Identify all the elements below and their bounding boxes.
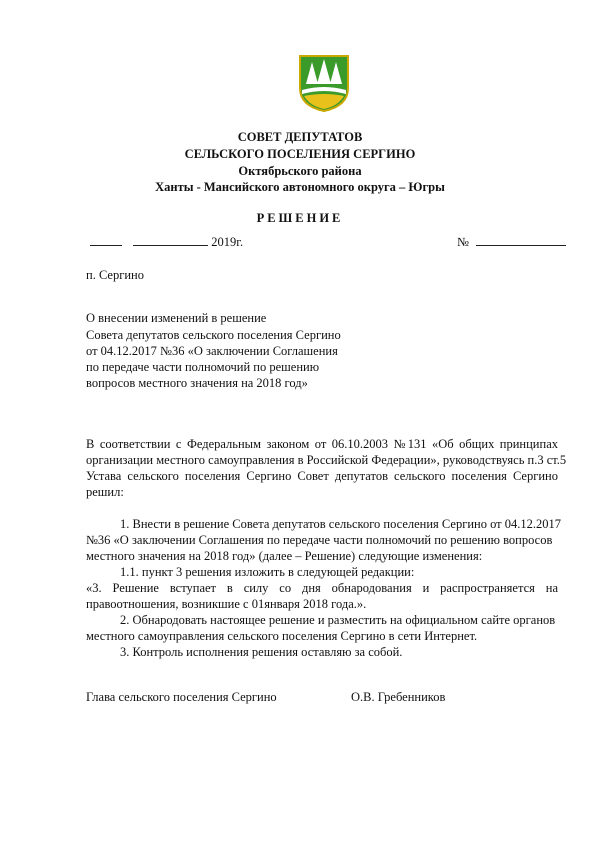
region-name: Ханты - Мансийского автономного округа – Югры — [155, 180, 445, 194]
preamble-line: решил: — [86, 485, 124, 499]
body-line: 3. Контроль исполнения решения оставляю за собой. — [120, 645, 403, 659]
place: п. Сергино — [86, 268, 144, 282]
body-line: «3. Решение вступает в силу со дня обнародования и распространяется на — [86, 581, 558, 595]
preamble-line: организации местного самоуправления в Российской Федерации», руководствуясь п.3 ст.5 — [86, 453, 567, 467]
preamble-line: В соответствии с Федеральным законом от 06.10.2003 №131 «Об общих принципах — [86, 437, 558, 451]
subject-line: от 04.12.2017 №36 «О заключении Соглашения — [86, 344, 338, 358]
date-line — [90, 234, 243, 250]
council-name: СОВЕТ ДЕПУТАТОВ — [237, 130, 363, 144]
signature-name: О.В. Гребенников — [351, 690, 446, 704]
number-line — [457, 234, 566, 250]
settlement-name: СЕЛЬСКОГО ПОСЕЛЕНИЯ СЕРГИНО — [184, 147, 416, 161]
date-year: 2019г. — [211, 235, 244, 249]
body-line: 2. Обнародовать настоящее решение и разместить на официальном сайте органов — [120, 613, 556, 627]
preamble-line: Устава сельского поселения Сергино Совет депутатов сельского поселения Сергино — [86, 469, 558, 483]
subject-line: по передаче части полномочий по решению — [86, 360, 320, 374]
number-label: № — [457, 235, 469, 249]
signature-position: Глава сельского поселения Сергино — [86, 690, 277, 704]
body-line: местного значения на 2018 год» (далее – Решение) следующие изменения: — [86, 549, 483, 563]
subject-line: Совета депутатов сельского поселения Сергино — [86, 328, 341, 342]
body-line: 1. Внести в решение Совета депутатов сельского поселения Сергино от 04.12.2017 — [120, 517, 562, 531]
subject-line: вопросов местного значения на 2018 год» — [86, 376, 308, 390]
body-line: правоотношения, возникшие с 01января 2018 года.». — [86, 597, 367, 611]
body-line: 1.1. пункт 3 решения изложить в следующей редакции: — [120, 565, 415, 579]
body-line: местного самоуправления сельского поселения Сергино в сети Интернет. — [86, 629, 478, 643]
district-name: Октябрьского района — [238, 164, 362, 178]
document-title: РЕШЕНИЕ — [256, 211, 344, 225]
coat-of-arms-icon — [298, 54, 350, 112]
subject-line: О внесении изменений в решение — [86, 311, 267, 325]
body-line: №36 «О заключении Соглашения по передаче части полномочий по решению вопросов — [86, 533, 553, 547]
